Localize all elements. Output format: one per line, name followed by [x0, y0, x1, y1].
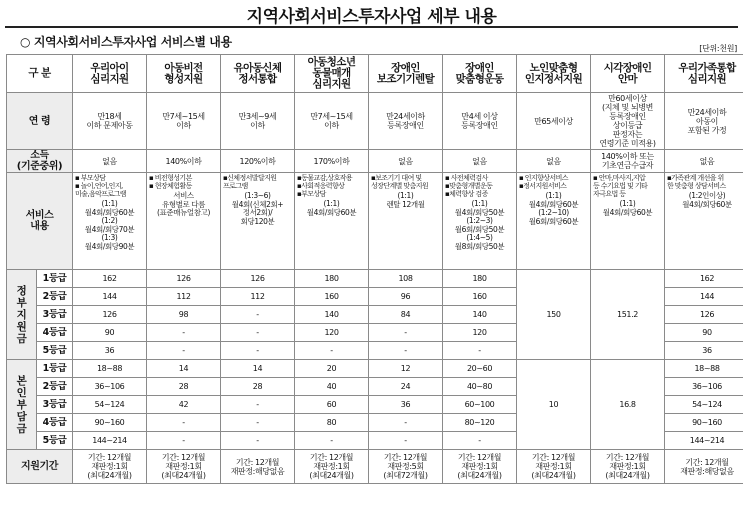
- amount-cell: 36~106: [73, 378, 147, 396]
- service-cell: [517, 173, 591, 270]
- service-schedule: (1:1) 월4회/회당60분: [602, 199, 653, 217]
- gov-support-label: 정 부 지 원 금: [7, 270, 37, 360]
- period-row: [7, 450, 743, 484]
- amount-cell: 14: [221, 360, 295, 378]
- amount-cell: 160: [443, 288, 517, 306]
- service-description: ▪ 안마,마사지,지압 등 수기요법 및 기타 자극요법 등: [593, 174, 648, 198]
- amount-cell: 12: [369, 360, 443, 378]
- service-schedule: (1:1) 월4회/회당60분 (1:2) 월4회/회당70분 (1:3) 월4회/회당90분: [84, 199, 135, 251]
- grade-label: 3등급: [37, 306, 73, 324]
- income-cell: 140%이하: [147, 150, 221, 173]
- period-cell: 기간: 12개월 재판정:1회 (최대24개월): [147, 450, 221, 484]
- amount-cell: -: [147, 324, 221, 342]
- amount-cell: 162: [665, 270, 743, 288]
- amount-cell: 80~120: [443, 414, 517, 432]
- grade-label: 1등급: [37, 360, 73, 378]
- age-cell: 만7세~15세 이하: [295, 93, 369, 150]
- grade-label: 5등급: [37, 432, 73, 450]
- amount-cell: 40~80: [443, 378, 517, 396]
- column-header: 아동비전 형성지원: [147, 55, 221, 93]
- column-header: 아동청소년 동물매개 심리지원: [295, 55, 369, 93]
- blind-massage-amount: 16.8: [591, 360, 665, 450]
- title-divider: [5, 26, 738, 28]
- amount-cell: 108: [369, 270, 443, 288]
- amount-cell: 140: [295, 306, 369, 324]
- grade-label: 2등급: [37, 288, 73, 306]
- amount-cell: -: [295, 432, 369, 450]
- age-cell: 만3세~9세 이하: [221, 93, 295, 150]
- income-cell: 없음: [369, 150, 443, 173]
- amount-cell: -: [221, 414, 295, 432]
- service-schedule: (1:1) 월4회/회당60분 (1:2~10) 월6회/회당60분: [528, 191, 579, 226]
- amount-cell: 98: [147, 306, 221, 324]
- amount-cell: 120: [443, 324, 517, 342]
- amount-cell: 180: [295, 270, 369, 288]
- amount-cell: -: [147, 414, 221, 432]
- amount-cell: 126: [147, 270, 221, 288]
- gov-support-row: [7, 270, 743, 288]
- service-cell: [369, 173, 443, 270]
- amount-cell: 54~124: [73, 396, 147, 414]
- service-schedule: 서비스 유형별로 다름 (표준매뉴얼참고): [157, 191, 210, 217]
- service-cell: [147, 173, 221, 270]
- amount-cell: 40: [295, 378, 369, 396]
- age-cell: 만24세이하 등록장애인: [369, 93, 443, 150]
- service-description: ▪ 사전체력검사 ▪맞춤형개별운동 ▪체력향상 검증: [445, 174, 493, 198]
- age-label: 연 령: [7, 93, 73, 150]
- amount-cell: -: [369, 432, 443, 450]
- amount-cell: 20: [295, 360, 369, 378]
- amount-cell: 14: [147, 360, 221, 378]
- period-cell: 기간: 12개월 재판정:1회 (최대24개월): [517, 450, 591, 484]
- grade-label: 4등급: [37, 414, 73, 432]
- service-row: [7, 173, 743, 270]
- service-description: ▪동물교감,상호작용 ▪사회적응력향상 ▪부모상담: [297, 174, 353, 198]
- amount-cell: 90: [665, 324, 743, 342]
- self-pay-row: [7, 360, 743, 378]
- section-subtitle: ○ 지역사회서비스투자사업 서비스별 내용: [20, 35, 232, 49]
- column-header: 우리아이 심리지원: [73, 55, 147, 93]
- amount-cell: 60~100: [443, 396, 517, 414]
- amount-cell: 144: [73, 288, 147, 306]
- amount-cell: 144~214: [73, 432, 147, 450]
- self-pay-label: 본 인 부 담 금: [7, 360, 37, 450]
- service-label: 서비스 내용: [7, 173, 73, 270]
- age-cell: 만7세~15세 이하: [147, 93, 221, 150]
- amount-cell: -: [147, 342, 221, 360]
- blind-massage-amount: 151.2: [591, 270, 665, 360]
- amount-cell: 24: [369, 378, 443, 396]
- service-schedule: (1:2인이상) 월4회/회당60분: [682, 191, 732, 209]
- period-label: 지원기간: [7, 450, 73, 484]
- column-header: 시각장애인 안마: [591, 55, 665, 93]
- amount-cell: 84: [369, 306, 443, 324]
- amount-cell: 140: [443, 306, 517, 324]
- income-cell: 170%이하: [295, 150, 369, 173]
- amount-cell: 160: [295, 288, 369, 306]
- unit-note: [단위:천원]: [699, 44, 737, 53]
- table-header-row: [7, 55, 743, 93]
- elderly-amount: 150: [517, 270, 591, 360]
- period-cell: 기간: 12개월 재판정:1회 (최대24개월): [73, 450, 147, 484]
- service-cell: [443, 173, 517, 270]
- amount-cell: 120: [295, 324, 369, 342]
- amount-cell: 60: [295, 396, 369, 414]
- age-cell: 만18세 이하 문제아동: [73, 93, 147, 150]
- period-cell: 기간: 12개월 재판정:해당없음: [221, 450, 295, 484]
- amount-cell: 126: [221, 270, 295, 288]
- amount-cell: -: [295, 342, 369, 360]
- column-header: 우리가족통합 심리지원: [665, 55, 743, 93]
- amount-cell: 180: [443, 270, 517, 288]
- grade-label: 1등급: [37, 270, 73, 288]
- service-description: ▪ 비전형성기본 ▪ 현장체험활동: [149, 174, 192, 190]
- service-schedule: (1:3~6) 월4회(신체2회+ 정서2회)/ 회당120분: [231, 191, 284, 226]
- age-row: [7, 93, 743, 150]
- amount-cell: -: [221, 432, 295, 450]
- amount-cell: 18~88: [73, 360, 147, 378]
- amount-cell: 28: [221, 378, 295, 396]
- amount-cell: 90: [73, 324, 147, 342]
- gubun-header: 구 분: [7, 55, 73, 93]
- amount-cell: -: [443, 432, 517, 450]
- service-cell: [73, 173, 147, 270]
- grade-label: 4등급: [37, 324, 73, 342]
- amount-cell: -: [443, 342, 517, 360]
- period-cell: 기간: 12개월 재판정:1회 (최대24개월): [591, 450, 665, 484]
- service-schedule: (1:1) 월4회/회당50분 (1:2~3) 월6회/회당50분 (1:4~5) 월8회/회당50분: [454, 199, 505, 251]
- income-cell: 없음: [73, 150, 147, 173]
- income-cell: 없음: [443, 150, 517, 173]
- amount-cell: -: [147, 432, 221, 450]
- amount-cell: -: [369, 324, 443, 342]
- amount-cell: -: [369, 414, 443, 432]
- service-detail-table: [6, 54, 743, 484]
- income-cell: 없음: [665, 150, 743, 173]
- amount-cell: 18~88: [665, 360, 743, 378]
- amount-cell: 36: [665, 342, 743, 360]
- age-cell: 만24세이하 아동이 포함된 가정: [665, 93, 743, 150]
- amount-cell: -: [221, 342, 295, 360]
- amount-cell: 112: [221, 288, 295, 306]
- period-cell: 기간: 12개월 재판정:1회 (최대24개월): [295, 450, 369, 484]
- period-cell: 기간: 12개월 재판정:5회 (최대72개월): [369, 450, 443, 484]
- amount-cell: 36~106: [665, 378, 743, 396]
- amount-cell: 144: [665, 288, 743, 306]
- amount-cell: -: [369, 342, 443, 360]
- service-cell: [221, 173, 295, 270]
- service-description: ▪신체정서발달지원 프로그램: [223, 174, 277, 190]
- amount-cell: 54~124: [665, 396, 743, 414]
- income-cell: 없음: [517, 150, 591, 173]
- service-schedule: (1:1) 월4회/회당60분: [306, 199, 357, 217]
- column-header: 유아동신체 정서통합: [221, 55, 295, 93]
- service-cell: [295, 173, 369, 270]
- amount-cell: 126: [73, 306, 147, 324]
- service-cell: [591, 173, 665, 270]
- period-cell: 기간: 12개월 재판정:해당없음: [665, 450, 743, 484]
- page-title: 지역사회서비스투자사업 세부 내용: [246, 7, 497, 27]
- service-cell: [665, 173, 743, 270]
- amount-cell: 90~160: [73, 414, 147, 432]
- service-description: ▪가족관계 개선을 위 한 맞춤형 상담서비스: [667, 174, 726, 190]
- amount-cell: 42: [147, 396, 221, 414]
- column-header: 장애인 보조기기렌탈: [369, 55, 443, 93]
- amount-cell: -: [221, 396, 295, 414]
- age-cell: 만60세이상 (지체 및 뇌병변 등록장애인 상이등급 판정자는 연령기준 미적용): [591, 93, 665, 150]
- grade-label: 2등급: [37, 378, 73, 396]
- amount-cell: 20~60: [443, 360, 517, 378]
- amount-cell: 144~214: [665, 432, 743, 450]
- service-description: ▪보조기기 대여 및 성장단계별 맞춤지원: [371, 174, 429, 190]
- age-cell: 만65세이상: [517, 93, 591, 150]
- column-header: 장애인 맞춤형운동: [443, 55, 517, 93]
- age-cell: 만4세 이상 등록장애인: [443, 93, 517, 150]
- service-description: ▪ 부모상담 ▪ 놀이,언어,인지, 미술,음악프로그램: [75, 174, 126, 198]
- amount-cell: 112: [147, 288, 221, 306]
- amount-cell: 126: [665, 306, 743, 324]
- income-label: 소득 (기준중위): [7, 150, 73, 173]
- amount-cell: 162: [73, 270, 147, 288]
- amount-cell: 36: [73, 342, 147, 360]
- income-row: [7, 150, 743, 173]
- grade-label: 3등급: [37, 396, 73, 414]
- grade-label: 5등급: [37, 342, 73, 360]
- amount-cell: -: [221, 306, 295, 324]
- amount-cell: -: [221, 324, 295, 342]
- amount-cell: 28: [147, 378, 221, 396]
- elderly-amount: 10: [517, 360, 591, 450]
- amount-cell: 36: [369, 396, 443, 414]
- service-schedule: (1:1) 렌탈 12개월: [386, 191, 425, 209]
- column-header: 노인맞춤형 인지정서지원: [517, 55, 591, 93]
- amount-cell: 90~160: [665, 414, 743, 432]
- amount-cell: 96: [369, 288, 443, 306]
- income-cell: 120%이하: [221, 150, 295, 173]
- income-cell: 140%이하 또는 기초연금수급자: [591, 150, 665, 173]
- service-description: ▪ 인지향상서비스 ▪정서지원서비스: [519, 174, 568, 190]
- amount-cell: 80: [295, 414, 369, 432]
- period-cell: 기간: 12개월 재판정:1회 (최대24개월): [443, 450, 517, 484]
